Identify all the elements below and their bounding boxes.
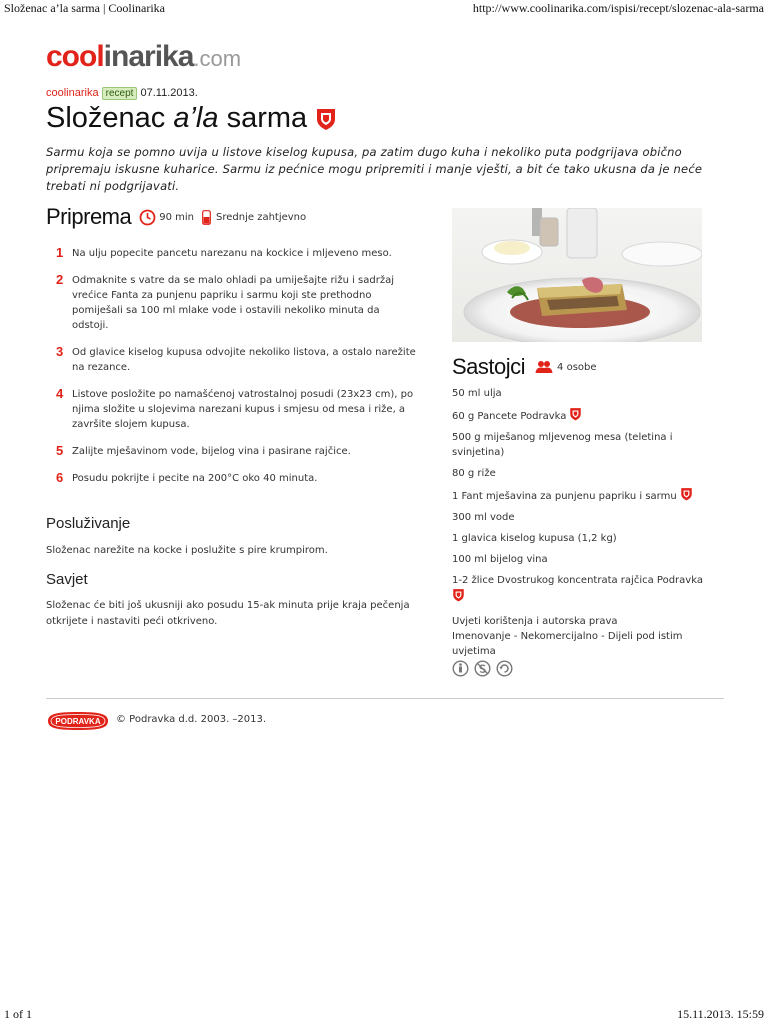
step-text: Zalijte mješavinom vode, bijelog vina i pasirane rajčice. [72, 446, 351, 457]
page-number: 1 of 1 [4, 1007, 32, 1021]
logo-part-inarika: inarika [103, 40, 194, 73]
recipe-photo-illustration [452, 208, 702, 342]
recipe-title [46, 102, 337, 135]
step-text: Na ulju popecite pancetu narezanu na kockice i mljeveno meso. [72, 248, 392, 259]
step-item [56, 471, 416, 486]
step-item [56, 246, 416, 261]
ingredient-text[interactable]: 1-2 žlice Dvostrukog koncentrata rajčica Podravka [452, 575, 703, 586]
step-number: 2 [56, 272, 64, 287]
step-number: 4 [56, 386, 64, 401]
step-item [56, 444, 416, 459]
serving-text: Složenac narežite na kocke i poslužite s pire krumpirom. [46, 545, 328, 556]
ingredients-header [452, 354, 597, 380]
people-icon [535, 360, 553, 374]
license-info [452, 614, 712, 659]
step-number: 6 [56, 470, 64, 485]
ingredient-text: 50 ml ulja [452, 388, 502, 399]
ingredient-text: 300 ml vode [452, 512, 515, 523]
podravka-logo[interactable] [46, 710, 110, 736]
tip-heading: Savjet [46, 571, 88, 588]
podravka-logo-text: PODRAVKA [55, 717, 101, 726]
logo-part-com: .com [193, 46, 242, 71]
copyright-text: © Podravka d.d. 2003. –2013. [116, 714, 267, 725]
publish-date: 07.11.2013. [140, 87, 198, 99]
podravka-logo-graphic [46, 710, 110, 732]
step-item [56, 387, 416, 432]
title-part-1: Složenac [46, 102, 174, 134]
page-url: http://www.coolinarika.com/ispisi/recept/slozenac-ala-sarma [472, 1, 764, 15]
servings-count: 4 osobe [557, 361, 597, 373]
ingredient-item [452, 510, 712, 525]
author-link[interactable]: coolinarika [46, 87, 99, 99]
recipe-tag-badge: recept [102, 87, 138, 100]
recipe-intro: Sarmu koja se pomno uvija u listove kiselog kupusa, pa zatim dugo kuha i nekoliko puta podgrijava obično pripremaju iskusne kuharice. Sarmu iz pećnice mogu pripremiti i manje vješti, a bit će tako ukusna da je neće trebati ni podgrijavati. [46, 145, 703, 193]
ingredient-text: 500 g miješanog mljevenog mesa (teletina i svinjetina) [452, 432, 673, 458]
ingredient-item [452, 531, 712, 546]
recipe-photo [452, 208, 702, 342]
ingredient-text: 100 ml bijelog vina [452, 554, 548, 565]
podravka-shield-icon [569, 407, 582, 421]
difficulty-icon [202, 210, 211, 225]
ingredient-item [452, 430, 712, 460]
step-number: 5 [56, 443, 64, 458]
step-number: 1 [56, 245, 64, 260]
podravka-shield-icon [680, 487, 693, 501]
step-text: Odmaknite s vatre da se malo ohladi pa umiješajte rižu i sadržaj vrećice Fanta za punjenu papriku i sarmu koji ste prethodno pomiješali sa 100 ml mlake vode i ostavili nekoliko minuta da odstoji. [72, 275, 395, 331]
podravka-shield-icon [452, 588, 465, 602]
prep-difficulty: Srednje zahtjevno [216, 211, 307, 223]
ingredient-text: 80 g riže [452, 468, 496, 479]
cc-noncommercial-icon[interactable] [474, 660, 491, 677]
browser-page-title: Složenac a’la sarma | Coolinarika [4, 1, 166, 15]
ingredient-item [452, 487, 712, 504]
footer-divider [46, 698, 724, 699]
preparation-header [46, 204, 306, 230]
tip-text: Složenac će biti još ukusniji ako posudu 15-ak minuta prije kraja pečenja otkrijete i nastaviti peći otkriveno. [46, 600, 410, 627]
preparation-heading: Priprema [46, 204, 132, 229]
step-text: Posudu pokrijte i pecite na 200°C oko 40 minuta. [72, 473, 318, 484]
cc-attribution-icon[interactable] [452, 660, 469, 677]
cc-license-icons [452, 660, 513, 677]
ingredient-item [452, 466, 712, 481]
ingredient-item [452, 386, 712, 401]
prep-time: 90 min [159, 211, 195, 223]
ingredient-item [452, 552, 712, 567]
ingredient-item [452, 573, 712, 605]
print-datetime: 15.11.2013. 15:59 [677, 1007, 764, 1021]
license-name[interactable]: Imenovanje - Nekomercijalno - Dijeli pod istim uvjetima [452, 631, 683, 657]
ingredient-text[interactable]: 1 Fant mješavina za punjenu papriku i sarmu [452, 491, 677, 502]
ingredient-text: 1 glavica kiselog kupusa (1,2 kg) [452, 533, 617, 544]
clock-icon [139, 209, 156, 226]
ingredients-heading: Sastojci [452, 354, 526, 379]
cc-sharealike-icon[interactable] [496, 660, 513, 677]
step-text: Od glavice kiselog kupusa odvojite nekoliko listova, a ostalo narežite na rezance. [72, 347, 416, 373]
title-part-2: sarma [218, 102, 308, 134]
recipe-meta [46, 87, 198, 99]
step-item [56, 345, 416, 375]
coolinarika-logo[interactable] [46, 40, 241, 74]
title-part-italic: a’la [173, 102, 219, 134]
step-number: 3 [56, 344, 64, 359]
podravka-shield-icon [315, 107, 337, 131]
ingredient-item [452, 407, 712, 424]
preparation-steps [56, 246, 416, 498]
ingredients-list [452, 386, 712, 611]
logo-part-cool: cool [46, 40, 104, 73]
terms-link[interactable]: Uvjeti korištenja i autorska prava [452, 616, 618, 627]
serving-heading: Posluživanje [46, 515, 131, 532]
step-text: Listove posložite po namašćenoj vatrostalnoj posudi (23x23 cm), po njima složite u slojevima narezani kupus i smjesu od mesa i riže, a završite slojem kupusa. [72, 389, 414, 430]
step-item [56, 273, 416, 333]
ingredient-text[interactable]: 60 g Pancete Podravka [452, 411, 567, 422]
